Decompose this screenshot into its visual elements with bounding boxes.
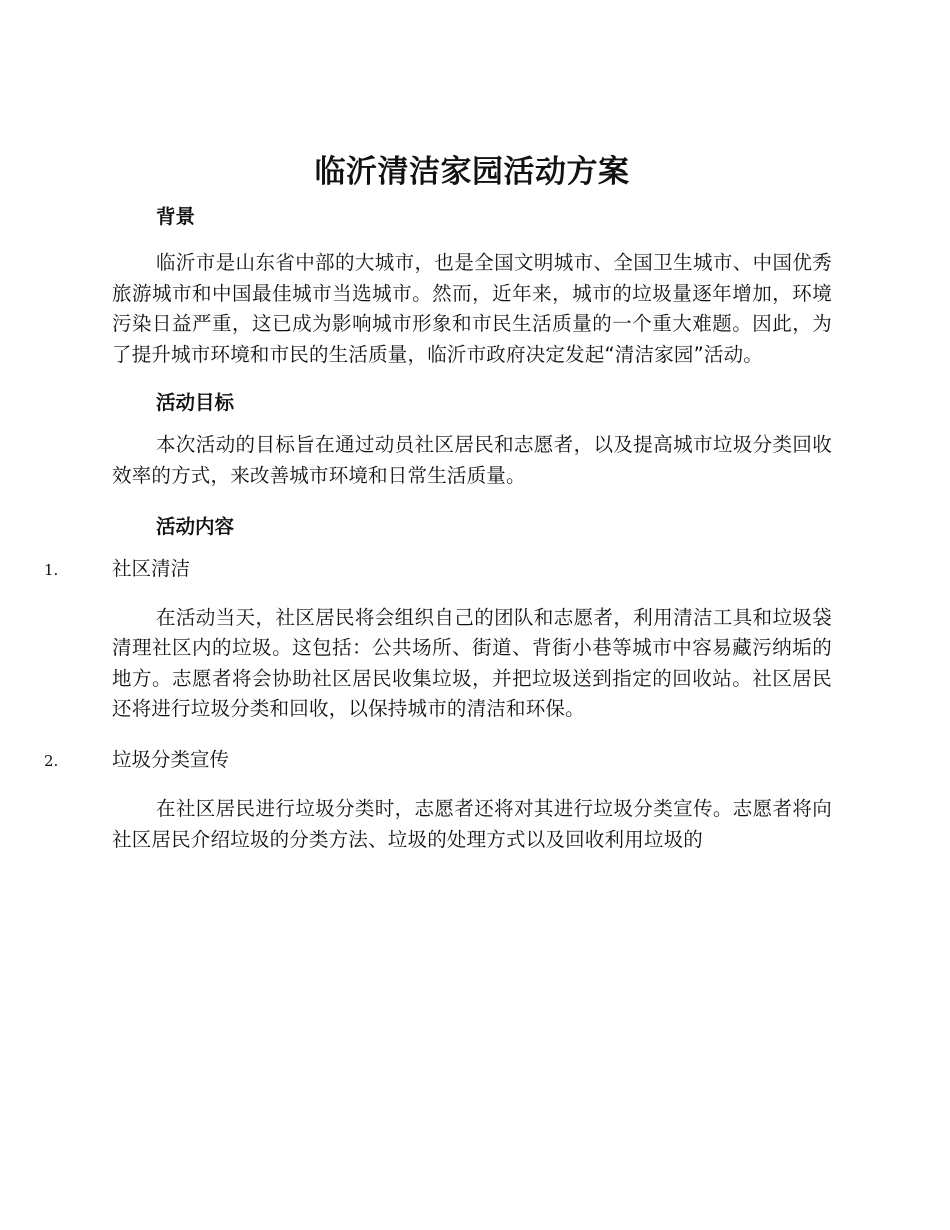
document-page: [44, 150, 832, 855]
list-item-1: [0, 554, 832, 585]
paragraph-goal: 本次活动的目标旨在通过动员社区居民和志愿者，以及提高城市垃圾分类回收效率的方式，来改善城市环境和日常生活质量。: [112, 433, 832, 487]
paragraph-item-2: 在社区居民进行垃圾分类时，志愿者还将对其进行垃圾分类宣传。志愿者将向社区居民介绍垃圾的分类方法、垃圾的处理方式以及回收利用垃圾的: [112, 796, 832, 851]
paragraph-background: 临沂市是山东省中部的大城市，也是全国文明城市、全国卫生城市、中国优秀旅游城市和中国最佳城市当选城市。然而，近年来，城市的垃圾量逐年增加，环境污染日益严重，这已成为影响城市形象和市民生活质量的一个重大难题。因此，为了提升城市环境和市民的生活质量，临沂市政府决定发起“清洁家园”活动。: [112, 251, 832, 366]
section-heading-background: 背景: [156, 205, 196, 228]
list-number: 2.: [44, 751, 59, 770]
section-heading-goal: 活动目标: [156, 391, 235, 415]
section-goal: [112, 388, 832, 491]
list-number: 1.: [44, 560, 59, 579]
list-label: 社区清洁: [112, 556, 191, 580]
list-label: 垃圾分类宣传: [112, 747, 230, 771]
document-title: 临沂清洁家园活动方案: [314, 154, 630, 190]
section-background: [112, 202, 832, 370]
section-heading-content: 活动内容: [156, 514, 235, 538]
list-item-2: [0, 745, 832, 776]
section-content: [44, 512, 832, 856]
paragraph-item-1: 在活动当天，社区居民将会组织自己的团队和志愿者，利用清洁工具和垃圾袋清理社区内的垃圾。这包括：公共场所、街道、背街小巷等城市中容易藏污纳垢的地方。志愿者将会协助社区居民收集垃圾，并把垃圾送到指定的回收站。社区居民还将进行垃圾分类和回收，以保持城市的清洁和环保。: [112, 605, 832, 721]
